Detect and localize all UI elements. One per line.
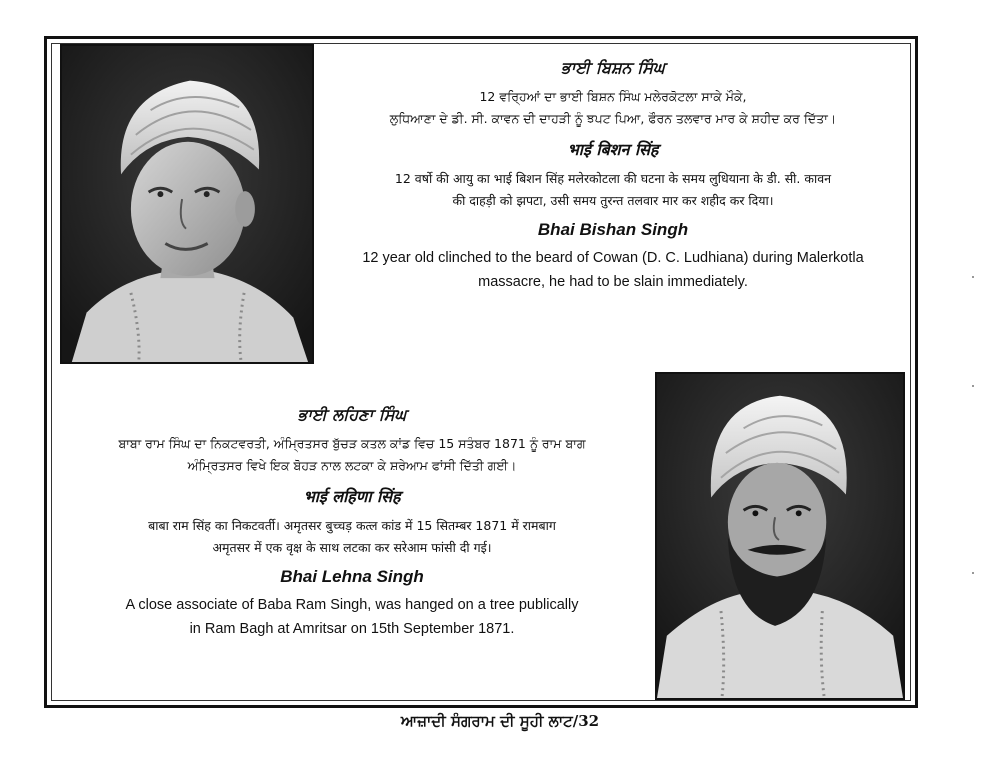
text-line: अमृतसर में एक वृक्ष के साथ लटका कर सरेआम फांसी दी गई। bbox=[212, 540, 492, 555]
title-hindi-bishan: भाई बिशन सिंह bbox=[567, 140, 659, 159]
title-english-lehna: Bhai Lehna Singh bbox=[280, 567, 424, 586]
title-punjabi-bishan: ਭਾਈ ਬਿਸ਼ਨ ਸਿੰਘ bbox=[561, 58, 665, 77]
text-line: की दाहड़ी को झपटा, उसी समय तुरन्त तलवार मार कर शहीद कर दिया। bbox=[452, 193, 774, 208]
text-english-bishan bbox=[318, 246, 908, 294]
title-hindi-lehna: भाई लहिणा सिंह bbox=[303, 487, 401, 506]
text-line: A close associate of Baba Ram Singh, was hanged on a tree publically bbox=[125, 597, 579, 613]
scan-speck bbox=[972, 276, 974, 278]
text-line: 12 year old clinched to the beard of Cowan (D. C. Ludhiana) during Malerkotla bbox=[362, 250, 864, 266]
portrait-bhai-lehna-singh bbox=[655, 372, 905, 700]
section-bhai-bishan-singh bbox=[318, 58, 908, 294]
text-hindi-bishan bbox=[318, 168, 908, 212]
portrait-bhai-bishan-singh bbox=[60, 44, 314, 364]
text-hindi-lehna bbox=[52, 515, 652, 559]
text-punjabi-bishan bbox=[318, 86, 908, 130]
portrait-lehna-drawing bbox=[657, 374, 903, 698]
text-line: 12 ਵਰ੍ਹਿਆਂ ਦਾ ਭਾਈ ਬਿਸ਼ਨ ਸਿੰਘ ਮਲੇਰਕੋਟਲਾ ਸਾਕੇ ਮੌਕੇ, bbox=[479, 89, 747, 104]
text-line: ਲੁਧਿਆਣਾ ਦੇ ਡੀ. ਸੀ. ਕਾਵਨ ਦੀ ਦਾਹੜੀ ਨੂੰ ਝਪਟ ਪਿਆ, ਫੌਰਨ ਤਲਵਾਰ ਮਾਰ ਕੇ ਸ਼ਹੀਦ ਕਰ ਦਿੱਤਾ। bbox=[389, 111, 837, 126]
text-line: बाबा राम सिंह का निकटवर्ती। अमृतसर बुच्चड़ कत्ल कांड में 15 सितम्बर 1871 में रामबाग bbox=[148, 518, 556, 533]
text-line: ਅੰਮ੍ਰਿਤਸਰ ਵਿਖੇ ਇਕ ਬੋਹੜ ਨਾਲ ਲਟਕਾ ਕੇ ਸ਼ਰੇਆਮ ਫਾਂਸੀ ਦਿੱਤੀ ਗਈ। bbox=[187, 458, 517, 473]
scan-speck bbox=[972, 385, 974, 387]
text-line: ਬਾਬਾ ਰਾਮ ਸਿੰਘ ਦਾ ਨਿਕਟਵਰਤੀ, ਅੰਮ੍ਰਿਤਸਰ ਬੁੱਚੜ ਕਤਲ ਕਾਂਡ ਵਿਚ 15 ਸਤੰਬਰ 1871 ਨੂੰ ਰਾਮ ਬਾਗ bbox=[118, 436, 586, 451]
text-english-lehna bbox=[52, 593, 652, 641]
section-bhai-lehna-singh bbox=[52, 405, 652, 641]
text-punjabi-lehna bbox=[52, 433, 652, 477]
text-line: 12 वर्षो की आयु का भाई बिशन सिंह मलेरकोटला की घटना के समय लुधियाना के डी. सी. कावन bbox=[394, 171, 832, 186]
text-line: in Ram Bagh at Amritsar on 15th September 1871. bbox=[189, 621, 515, 637]
page-footer: ਆਜ਼ਾਦੀ ਸੰਗਰਾਮ ਦੀ ਸੂਹੀ ਲਾਟ/32 bbox=[400, 712, 600, 730]
scan-speck bbox=[972, 572, 974, 574]
title-punjabi-lehna: ਭਾਈ ਲਹਿਣਾ ਸਿੰਘ bbox=[297, 405, 407, 424]
portrait-bishan-drawing bbox=[62, 46, 312, 362]
text-line: massacre, he had to be slain immediately. bbox=[478, 274, 748, 290]
title-english-bishan: Bhai Bishan Singh bbox=[537, 220, 689, 239]
